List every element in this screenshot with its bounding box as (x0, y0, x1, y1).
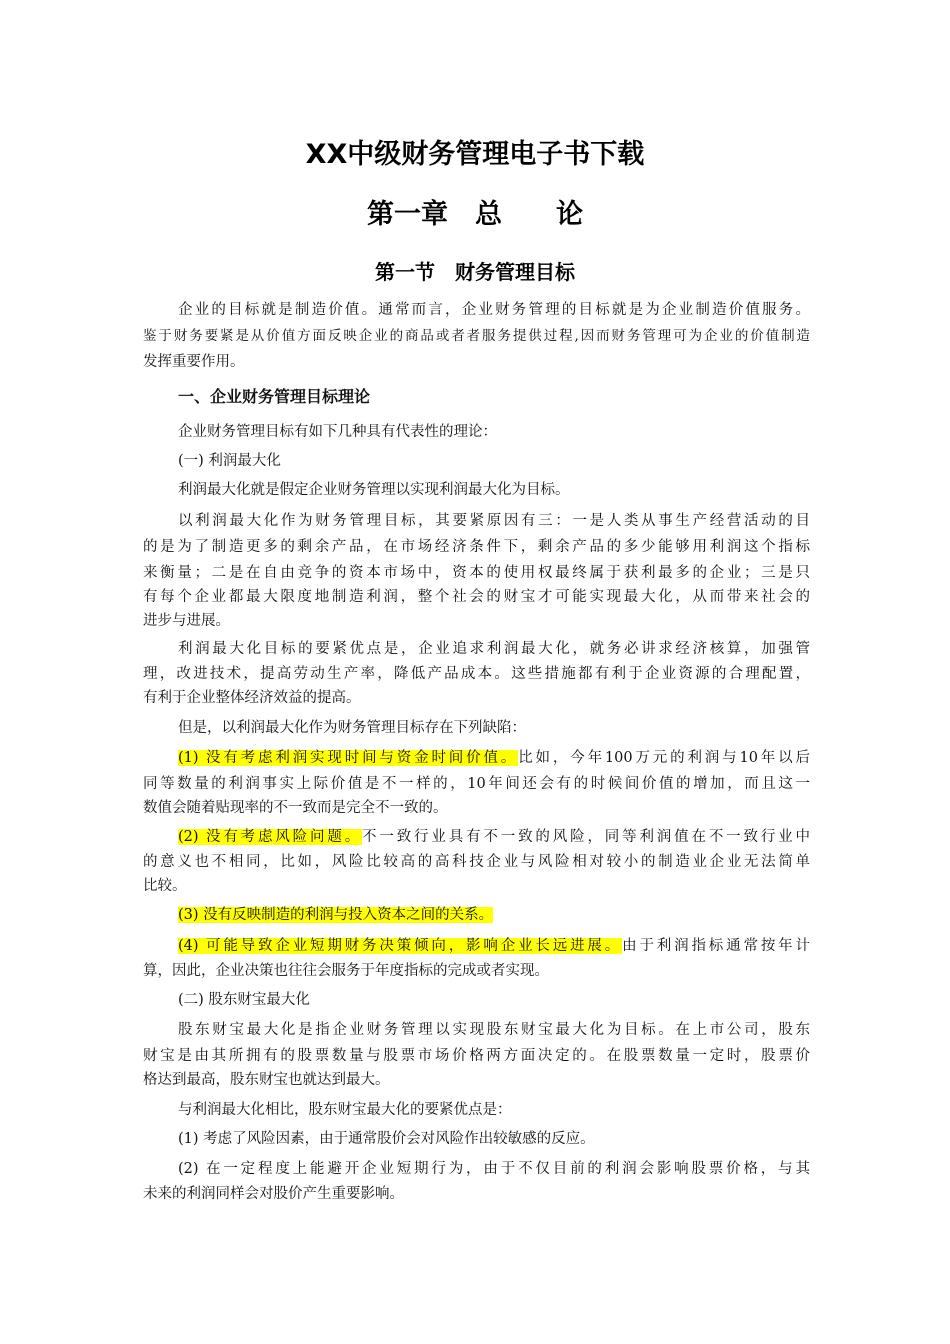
paragraph-line: 的意义也不相同，比如，风险比较高的高科技企业与风险相对较小的制造业企业无法简单 (143, 854, 810, 870)
chapter-title: 第一章 总 论 (367, 199, 583, 230)
paragraph-line: 股东财宝最大化是指企业财务管理以实现股东财宝最大化为目标。在上市公司，股东 (178, 1022, 810, 1038)
paragraph-line: 企业财务管理目标有如下几种具有代表性的理论： (178, 424, 497, 440)
defect-2-rest: 不一致行业具有不一致的风险，同等利润值在不一致行业中 (362, 829, 810, 845)
defect-3-line (178, 903, 810, 927)
defect-4-rest: 由于利润指标通常按年计 (622, 938, 810, 954)
section-title: 第一节 财务管理目标 (375, 260, 575, 284)
paragraph-line: 利润最大化就是假定企业财务管理以实现利润最大化为目标。 (178, 482, 570, 498)
paragraph-line: 进步与进展。 (143, 613, 230, 629)
paragraph-line: 格达到最高，股东财宝也就达到最大。 (143, 1072, 390, 1088)
paragraph-line: 但是，以利润最大化作为财务管理目标存在下列缺陷： (178, 720, 526, 736)
paragraph-line: 有利于企业整体经济效益的提高。 (143, 690, 361, 706)
subheading-shareholder-wealth: (二) 股东财宝最大化 (178, 992, 310, 1008)
paragraph-line: 来衡量；二是在自由竞争的资本市场中，资本的使用权最终属于获利最多的企业；三是只 (143, 565, 810, 581)
paragraph-line: 以利润最大化作为财务管理目标，其要紧原因有三：一是人类从事生产经营活动的目 (178, 513, 810, 529)
intro-line: 企业的目标就是制造价值。通常而言，企业财务管理的目标就是为企业制造价值服务。 (178, 302, 810, 318)
paragraph-line: 比较。 (143, 878, 187, 894)
heading-objective-theories: 一、企业财务管理目标理论 (178, 387, 371, 406)
highlight-defect-3: (3) 没有反映制造的利润与投入资本之间的关系。 (178, 907, 494, 923)
advantage-1: (1) 考虑了风险因素，由于通常股价会对风险作出较敏感的反应。 (178, 1131, 595, 1147)
highlight-defect-1: (1) 没有考虑利润实现时间与资金时间价值。 (178, 750, 519, 766)
paragraph-line: 的是为了制造更多的剩余产品，在市场经济条件下，剩余产品的多少能够用利润这个指标 (143, 539, 810, 555)
subheading-profit-maximization: (一) 利润最大化 (178, 453, 281, 469)
paragraph-line: 财宝是由其所拥有的股票数量与股票市场价格两方面决定的。在股票数量一定时，股票价 (143, 1048, 810, 1064)
highlight-defect-4: (4) 可能导致企业短期财务决策倾向，影响企业长远进展。 (178, 938, 623, 954)
advantage-2: (2) 在一定程度上能避开企业短期行为，由于不仅目前的利润会影响股票价格，与其 (178, 1161, 810, 1177)
document-title: XX中级财务管理电子书下载 (305, 139, 645, 170)
defect-4-line (178, 934, 810, 958)
paragraph-line: 理，改进技术，提高劳动生产率，降低产品成本。这些措施都有利于企业资源的合理配置， (143, 666, 810, 682)
intro-line: 鉴于财务要紧是从价值方面反映企业的商品或者者服务提供过程,因而财务管理可为企业的价值制造 (143, 328, 810, 344)
intro-line: 发挥重要作用。 (143, 354, 245, 370)
highlight-defect-2: (2) 没有考虑风险问题。 (178, 829, 363, 845)
paragraph-line: 未来的利润同样会对股价产生重要影响。 (143, 1186, 404, 1202)
paragraph-line: 算，因此，企业决策也往往会服务于年度指标的完成或者实现。 (143, 963, 549, 979)
paragraph-line: 同等数量的利润事实上际价值是不一样的，10年间还会有的时候间价值的增加，而且这一 (143, 776, 810, 792)
defect-1-line (178, 746, 810, 770)
paragraph-line: 与利润最大化相比，股东财宝最大化的要紧优点是： (178, 1102, 512, 1118)
defect-1-rest: 比如，今年100万元的利润与10年以后 (518, 750, 810, 766)
paragraph-line: 数值会随着贴现率的不一致而是完全不一致的。 (143, 800, 448, 816)
paragraph-line: 利润最大化目标的要紧优点是，企业追求利润最大化，就务必讲求经济核算，加强管 (178, 641, 810, 657)
defect-2-line (178, 825, 810, 849)
paragraph-line: 有每个企业都最大限度地制造利润，整个社会的财宝才可能实现最大化，从而带来社会的 (143, 589, 810, 605)
